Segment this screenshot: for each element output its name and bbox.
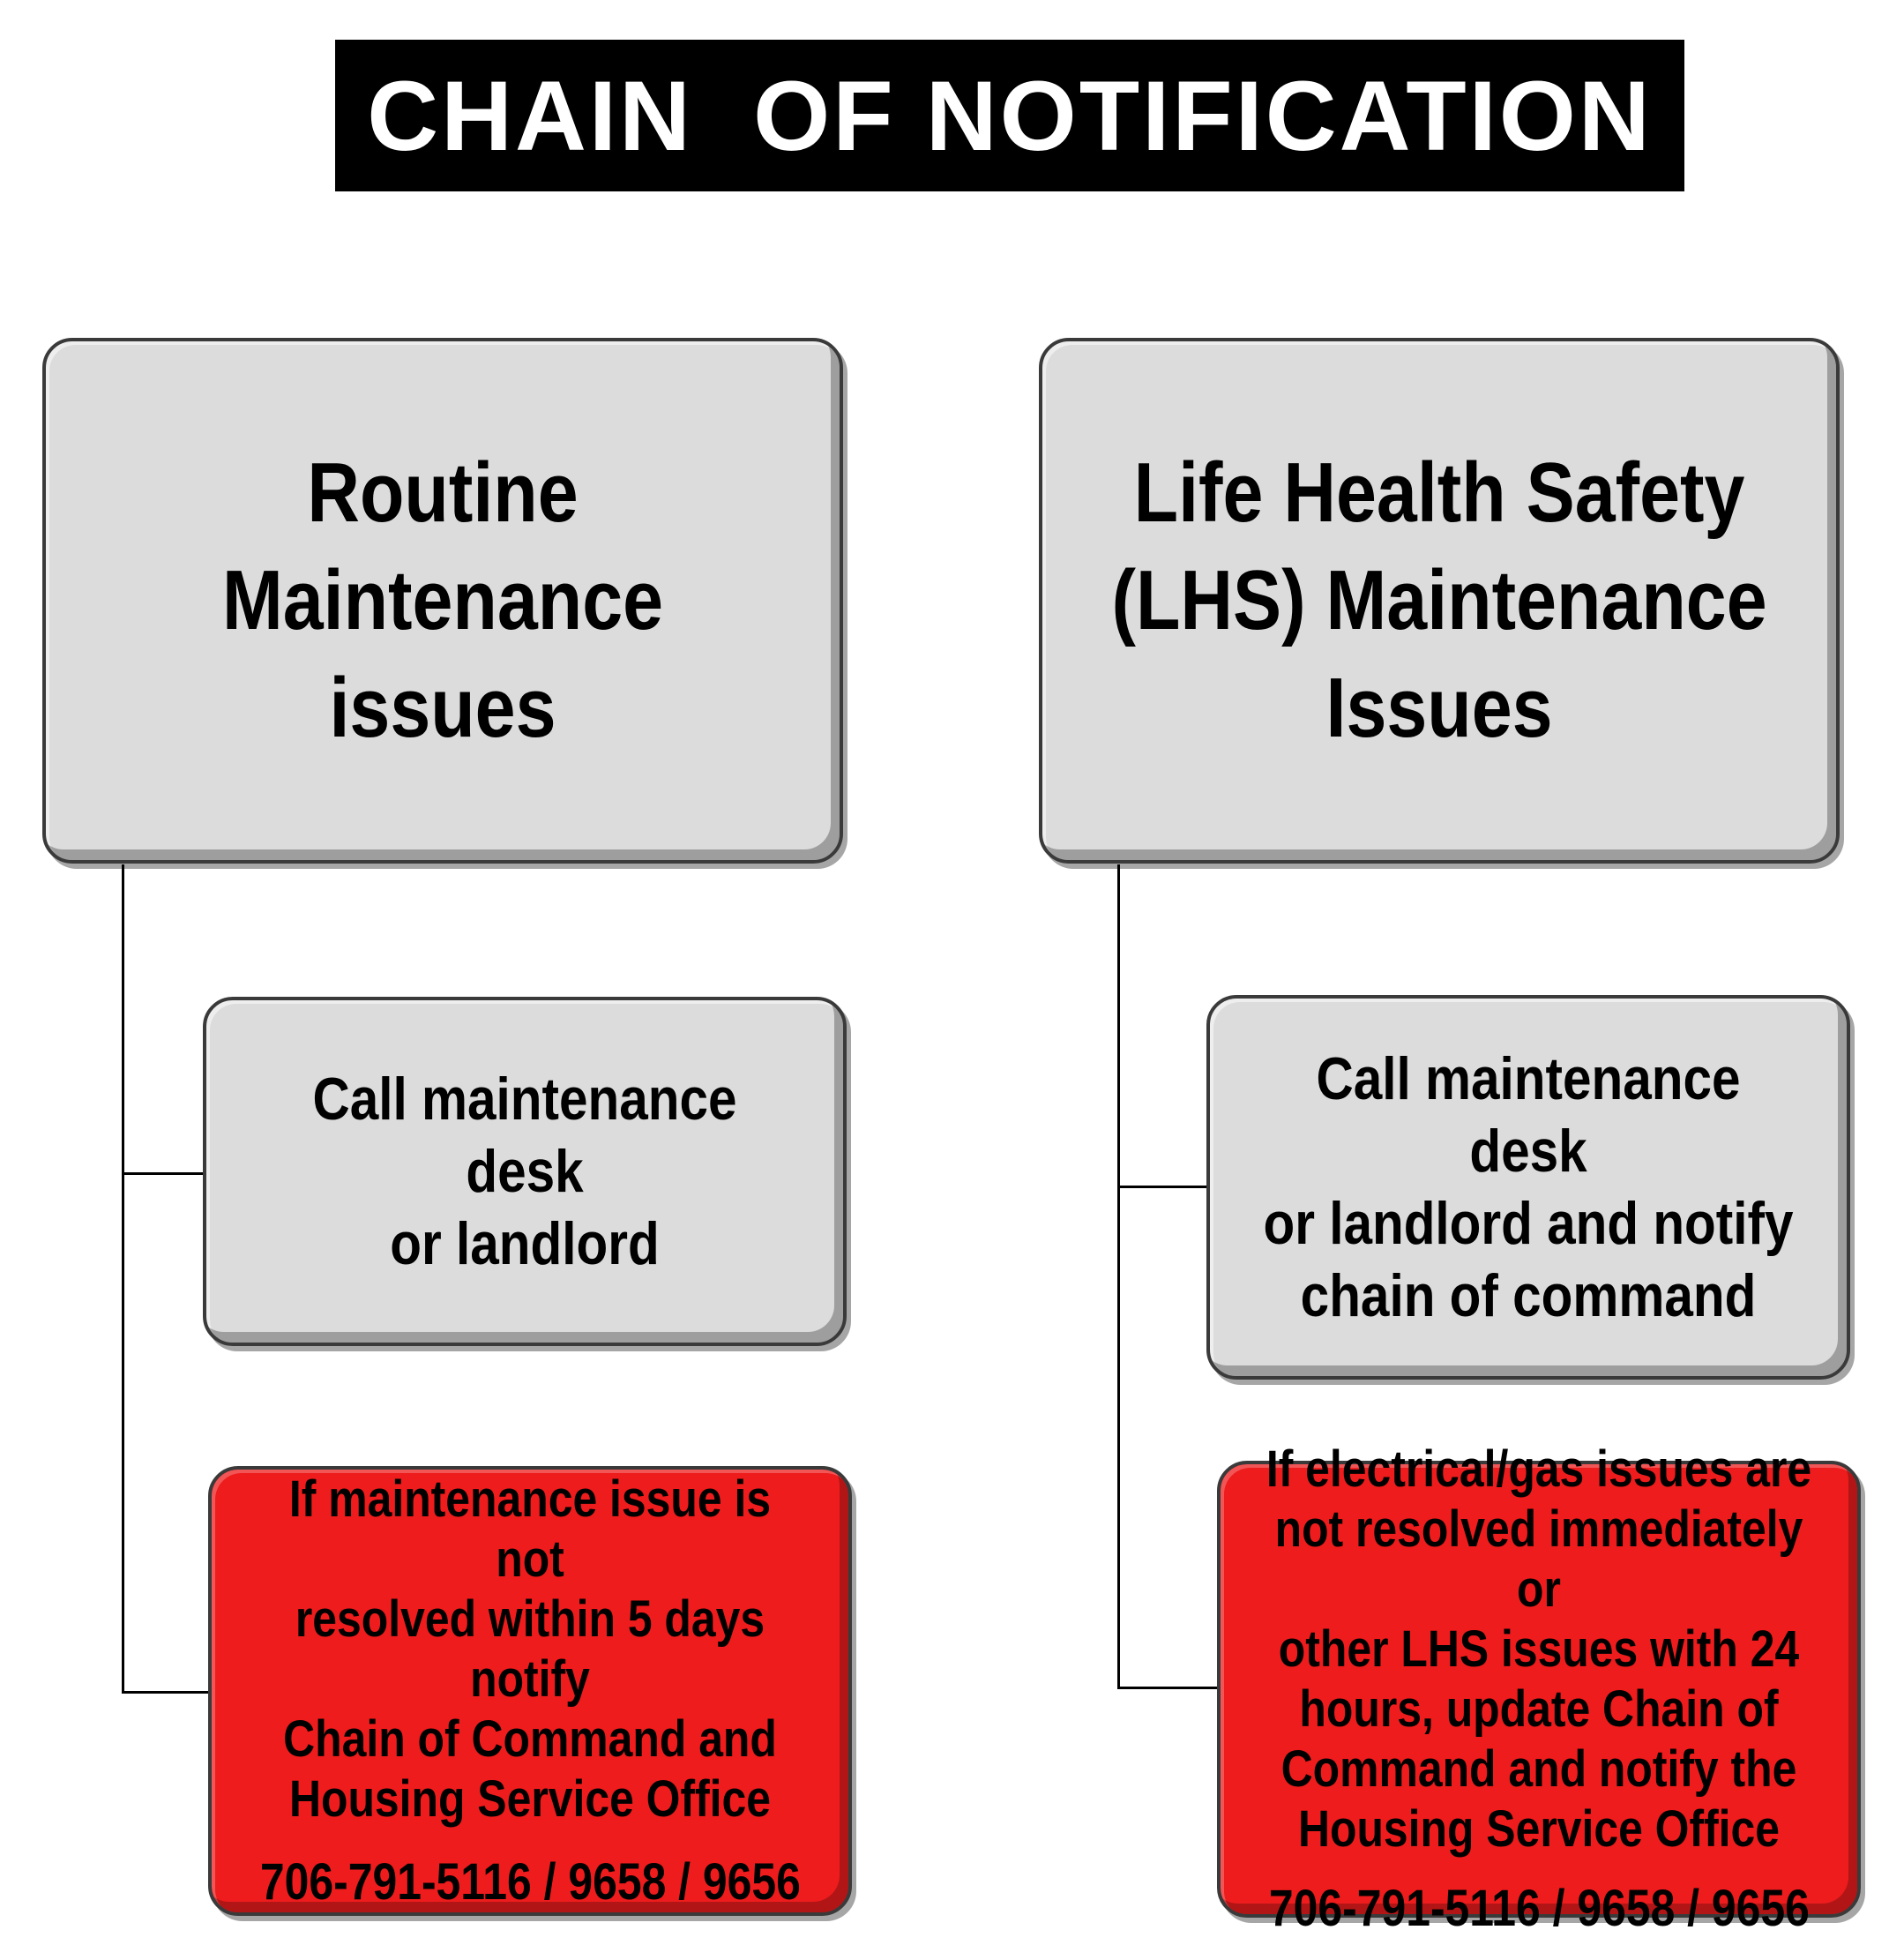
right-branch-1-line [1117, 1186, 1207, 1188]
routine-call-maintenance-text [251, 1063, 799, 1280]
step-line: Call maintenance desk [1316, 1045, 1741, 1185]
header-line: Routine [307, 445, 579, 540]
left-branch-2-line [122, 1691, 210, 1694]
step-line: Call maintenance desk [312, 1066, 737, 1205]
escalation-line: Command and notify the [1280, 1740, 1797, 1798]
routine-maintenance-title [101, 439, 784, 762]
left-trunk-line [122, 864, 124, 1694]
step-line: or landlord [390, 1210, 660, 1277]
right-trunk-line [1117, 864, 1120, 1689]
routine-escalation-box [208, 1466, 852, 1916]
header-line: Issues [1325, 661, 1553, 755]
routine-maintenance-header-box [42, 338, 843, 864]
routine-escalation-text [257, 1470, 804, 1829]
right-branch-2-line [1117, 1687, 1218, 1689]
routine-phone-number: 706-791-5116 / 9658 / 9656 [259, 1853, 801, 1911]
lhs-phone-number: 706-791-5116 / 9658 / 9656 [1268, 1880, 1810, 1937]
escalation-line: other LHS issues with 24 [1278, 1620, 1800, 1678]
escalation-line: Chain of Command and [283, 1710, 777, 1768]
routine-call-maintenance-box [203, 997, 847, 1346]
lhs-maintenance-header-box [1039, 338, 1840, 864]
escalation-line: resolved within 5 days notify [295, 1590, 765, 1708]
lhs-call-maintenance-text [1255, 1043, 1803, 1332]
page-title: CHAIN OF NOTIFICATION [335, 40, 1684, 191]
lhs-call-maintenance-box [1206, 995, 1850, 1380]
lhs-maintenance-title [1111, 439, 1766, 762]
header-line: Maintenance issues [221, 553, 664, 755]
step-line: or landlord and notify [1263, 1190, 1794, 1257]
header-line: Life Health Safety [1133, 445, 1745, 540]
escalation-line: Housing Service Office [288, 1770, 772, 1828]
escalation-line: not resolved immediately or [1274, 1500, 1803, 1618]
step-line: chain of command [1300, 1262, 1757, 1329]
escalation-line: hours, update Chain of [1299, 1680, 1779, 1738]
escalation-line: If electrical/gas issues are [1266, 1440, 1812, 1498]
escalation-line: If maintenance issue is not [288, 1470, 772, 1588]
header-line: (LHS) Maintenance [1111, 553, 1767, 647]
escalation-line: Housing Service Office [1297, 1800, 1781, 1858]
lhs-escalation-text [1266, 1440, 1813, 1859]
lhs-escalation-box [1217, 1440, 1861, 1937]
left-branch-1-line [122, 1172, 205, 1175]
